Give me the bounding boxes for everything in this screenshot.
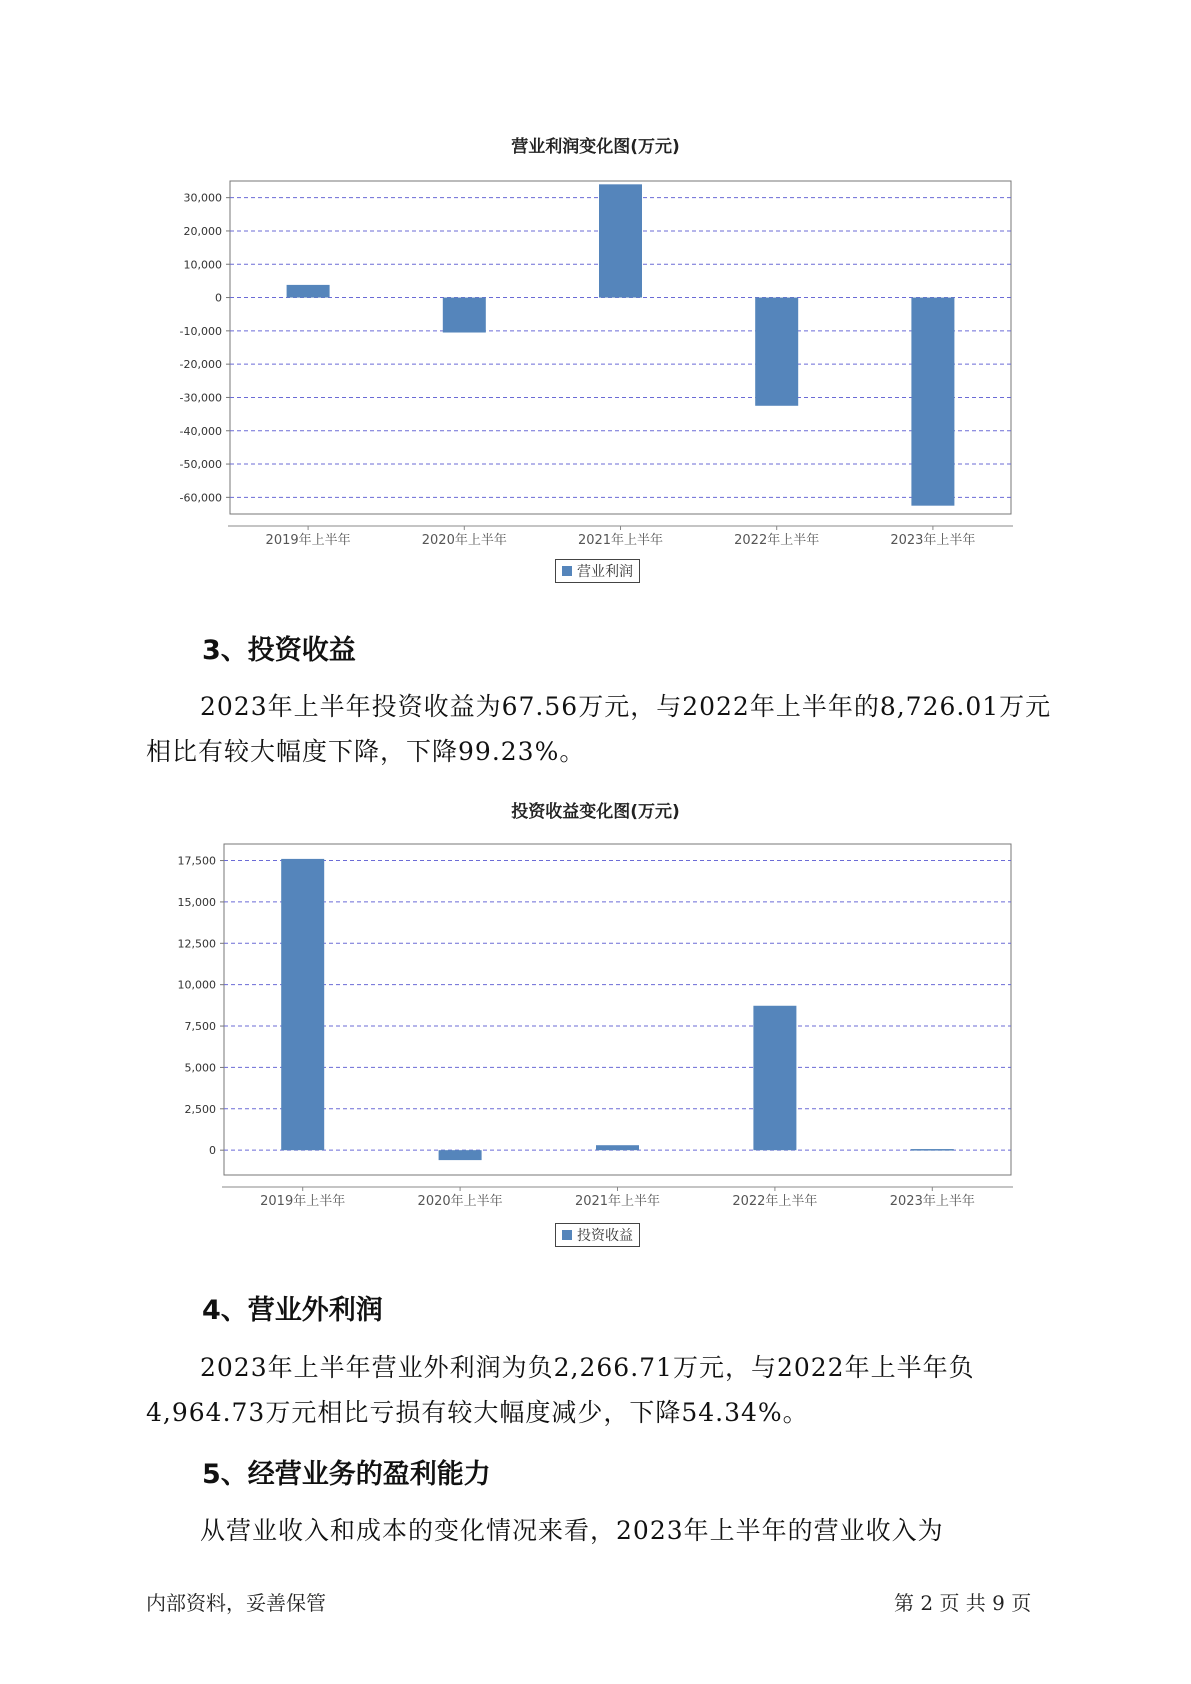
section5-paragraph (146, 1508, 1066, 1553)
chart1-legend-label: 营业利润 (577, 564, 633, 580)
y-tick-label: 0 (215, 291, 222, 305)
x-tick-label: 2019年上半年 (265, 533, 351, 548)
y-tick-label: -50,000 (179, 458, 222, 472)
y-tick-label: 7,500 (184, 1020, 216, 1034)
bar (911, 1149, 954, 1151)
y-tick-label: -20,000 (179, 358, 222, 372)
footer-left: 内部资料，妥善保管 (146, 1591, 326, 1615)
section3-heading: 3、投资收益 (202, 635, 356, 666)
x-tick-label: 2020年上半年 (421, 533, 507, 548)
section4-line1: 2023年上半年营业外利润为负2,266.71万元，与2022年上半年负 (200, 1353, 975, 1382)
bar (281, 859, 324, 1150)
plot-area (224, 844, 1011, 1175)
x-tick-label: 2022年上半年 (734, 533, 820, 548)
section4-line2: 4,964.73万元相比亏损有较大幅度减少，下降54.34%。 (146, 1398, 809, 1427)
y-tick-label: -10,000 (179, 324, 222, 338)
x-tick-label: 2021年上半年 (577, 533, 664, 548)
x-tick-label: 2022年上半年 (732, 1194, 818, 1209)
y-tick-label: 30,000 (183, 191, 222, 205)
bar (753, 1006, 796, 1150)
chart2-title: 投资收益变化图(万元) (511, 802, 680, 822)
section5-line1: 从营业收入和成本的变化情况来看，2023年上半年的营业收入为 (200, 1516, 944, 1545)
chart2-legend (555, 1223, 640, 1247)
y-tick-label: -60,000 (179, 491, 222, 505)
bar (439, 1150, 482, 1160)
footer-page-number: 第 2 页 共 9 页 (894, 1591, 1032, 1615)
section3-line2: 相比有较大幅度下降，下降99.23%。 (146, 737, 586, 766)
section4-paragraph (146, 1345, 1066, 1435)
section3-line1: 2023年上半年投资收益为67.56万元，与2022年上半年的8,726.01万元 (200, 692, 1052, 721)
x-tick-label: 2020年上半年 (417, 1194, 503, 1209)
y-tick-label: 5,000 (184, 1061, 216, 1075)
x-tick-label: 2023年上半年 (890, 533, 976, 548)
bar (596, 1145, 639, 1150)
x-tick-label: 2021年上半年 (574, 1194, 661, 1209)
section5-heading: 5、经营业务的盈利能力 (202, 1459, 491, 1490)
y-tick-label: 15,000 (177, 895, 216, 909)
y-tick-label: 20,000 (183, 224, 222, 238)
y-tick-label: 2,500 (184, 1102, 216, 1116)
x-tick-label: 2019年上半年 (260, 1194, 346, 1209)
section4-heading: 4、营业外利润 (202, 1295, 383, 1326)
chart2-legend-label: 投资收益 (577, 1228, 633, 1244)
y-tick-label: 10,000 (183, 258, 222, 272)
y-tick-label: -40,000 (179, 424, 222, 438)
y-tick-label: 17,500 (177, 854, 216, 868)
y-tick-label: 0 (209, 1144, 216, 1158)
chart1-title: 营业利润变化图(万元) (511, 137, 680, 157)
y-tick-label: 10,000 (177, 978, 216, 992)
x-tick-label: 2023年上半年 (889, 1194, 975, 1209)
legend-swatch (562, 1230, 572, 1240)
y-tick-label: -30,000 (179, 391, 222, 405)
y-tick-label: 12,500 (177, 937, 216, 951)
